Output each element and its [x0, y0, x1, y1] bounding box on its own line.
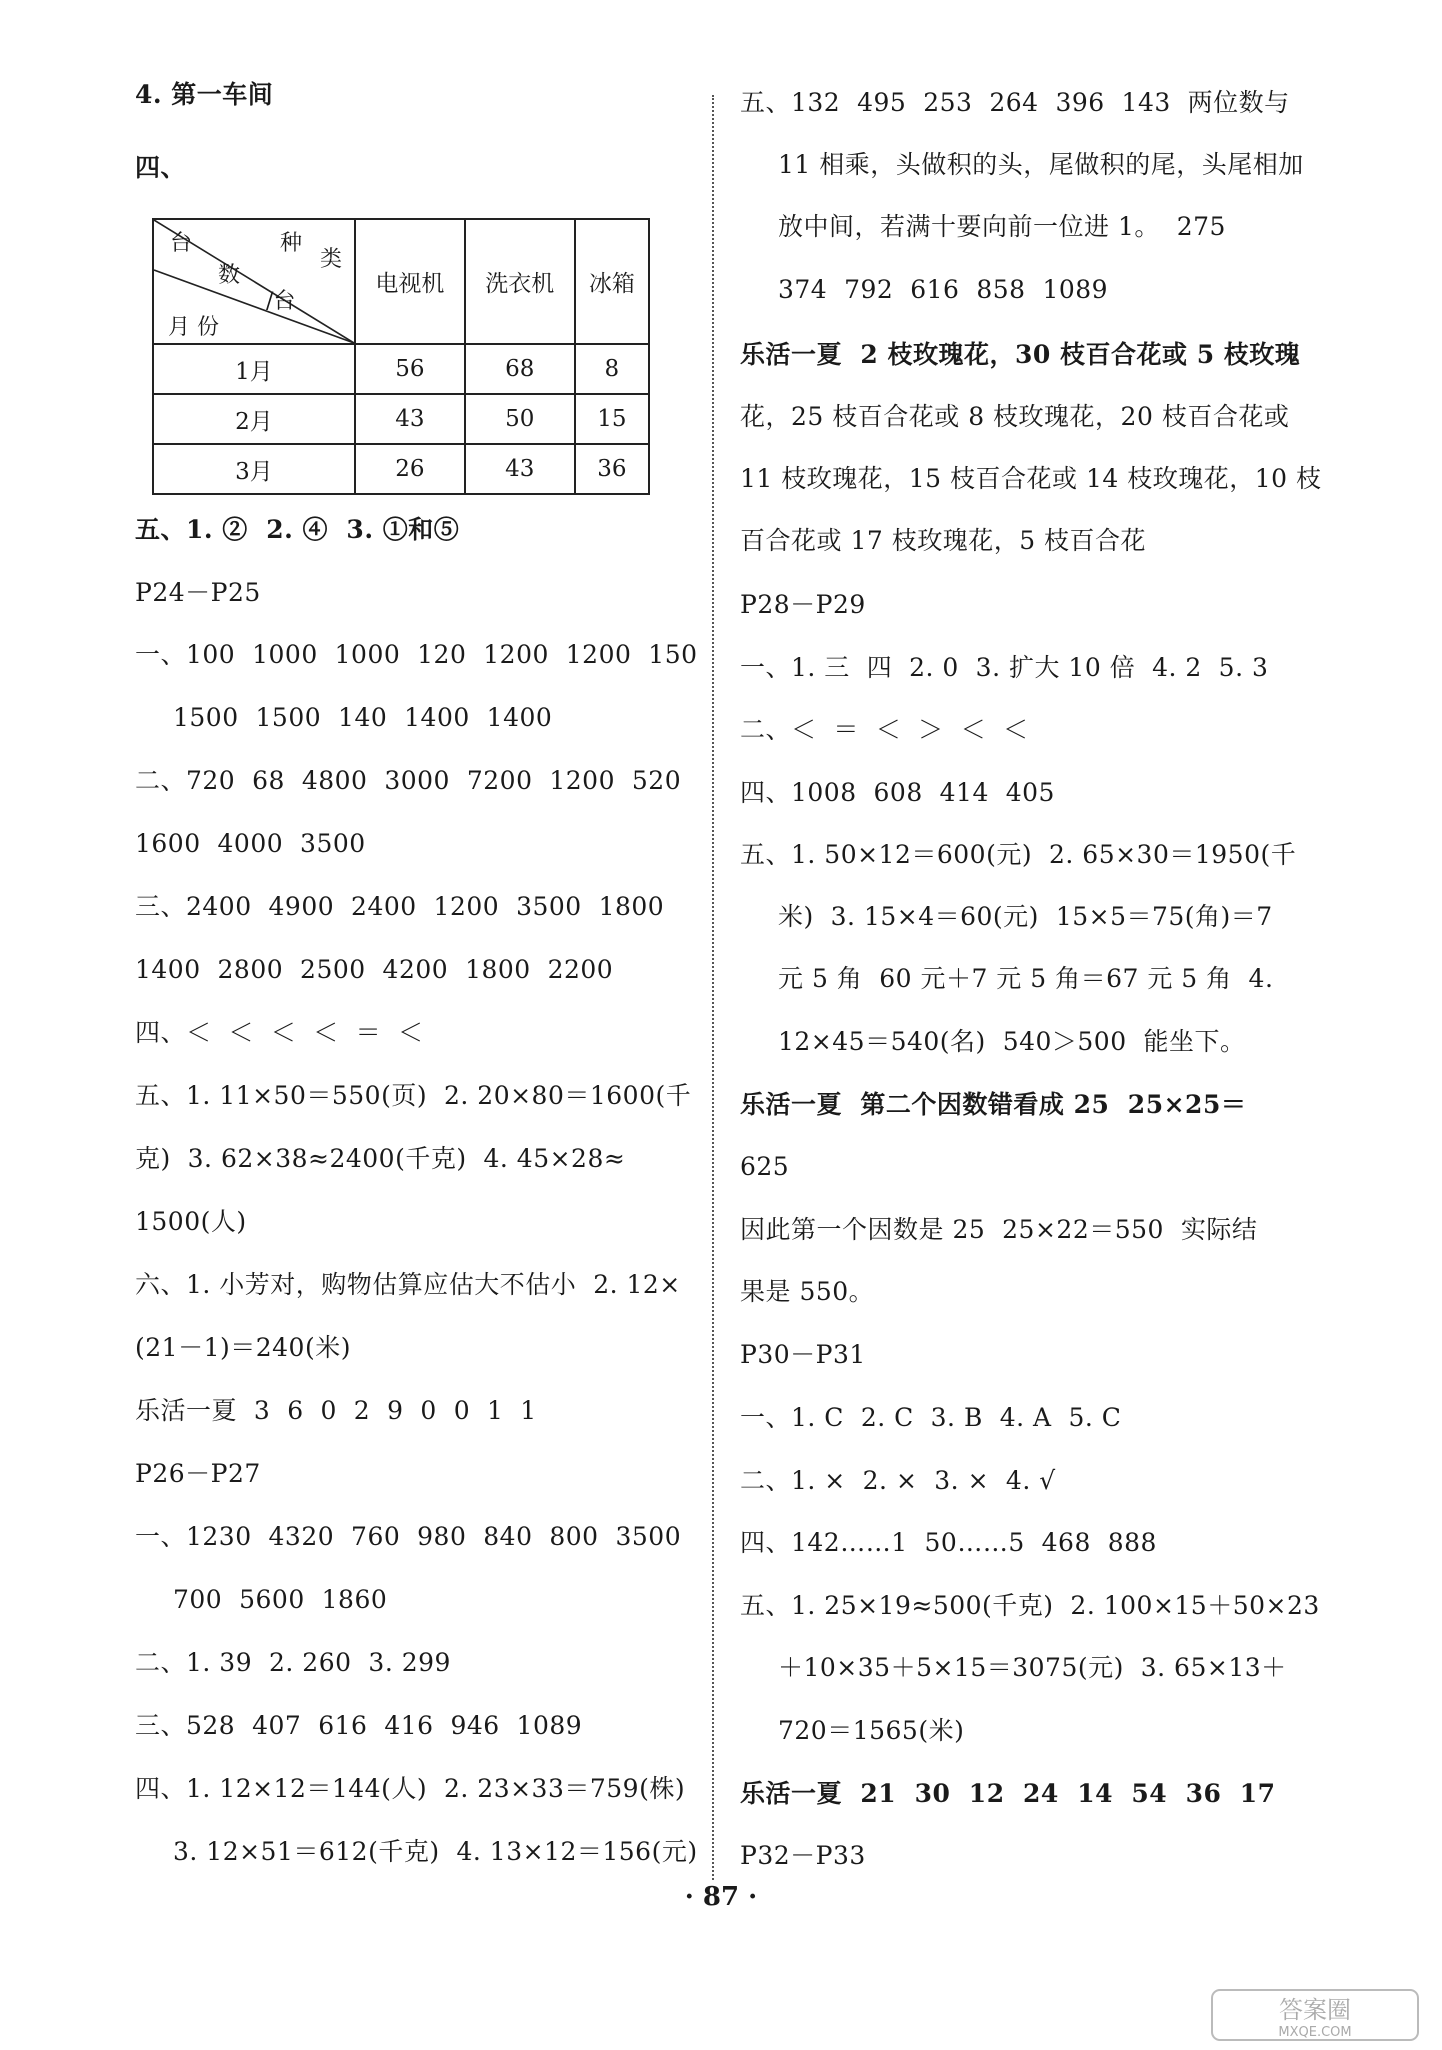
- statistics-table: [152, 218, 650, 495]
- right-answer-line: 12×45＝540(名) 540＞500 能坐下。: [778, 1027, 1246, 1056]
- right-answer-line: ＋10×35＋5×15＝3075(元) 3. 65×13＋: [778, 1653, 1287, 1682]
- table-cell: 56: [355, 344, 465, 394]
- left-answer-line: (21－1)＝240(米): [135, 1333, 351, 1362]
- row-month: 1月: [153, 344, 355, 394]
- left-answer-line: 4. 第一车间: [135, 80, 274, 109]
- table-cell: 43: [355, 394, 465, 444]
- corner-label-zhong: 种: [280, 231, 303, 256]
- left-answer-line: 700 5600 1860: [173, 1585, 388, 1614]
- left-answer-line: 三、528 407 616 416 946 1089: [135, 1711, 583, 1740]
- watermark-logo: [1210, 1988, 1420, 2042]
- left-answer-line: 四、＜ ＜ ＜ ＜ ＝ ＜: [135, 1018, 424, 1047]
- table-cell: 68: [465, 344, 575, 394]
- right-answer-line: 乐活一夏 2 枝玫瑰花，30 枝百合花或 5 枝玫瑰: [740, 340, 1301, 369]
- left-answer-line: 四、: [135, 153, 187, 182]
- right-answer-line: 百合花或 17 枝玫瑰花，5 枝百合花: [740, 526, 1147, 555]
- left-answer-line: 二、1. 39 2. 260 3. 299: [135, 1648, 451, 1677]
- left-answer-line: P24－P25: [135, 578, 261, 607]
- left-answer-line: 四、1. 12×12＝144(人) 2. 23×33＝759(株): [135, 1774, 686, 1803]
- right-answer-line: 果是 550。: [740, 1277, 875, 1306]
- right-answer-line: 四、1008 608 414 405: [740, 778, 1055, 807]
- left-answer-line: 五、1. 11×50＝550(页) 2. 20×80＝1600(千: [135, 1081, 692, 1110]
- right-answer-line: P32－P33: [740, 1841, 866, 1870]
- table-row: [153, 344, 649, 394]
- right-answer-line: 11 相乘，头做积的头，尾做积的尾，头尾相加: [778, 150, 1304, 179]
- table-cell: 8: [575, 344, 649, 394]
- right-answer-line: 放中间，若满十要向前一位进 1。 275: [778, 212, 1226, 241]
- corner-label-unit: /台: [266, 289, 296, 314]
- right-answer-line: 720＝1565(米): [778, 1716, 965, 1745]
- column-header-washer: 洗衣机: [465, 219, 575, 344]
- right-answer-line: 二、1. × 2. × 3. × 4. √: [740, 1466, 1056, 1495]
- right-answer-line: 一、1. 三 四 2. 0 3. 扩大 10 倍 4. 2 5. 3: [740, 653, 1269, 682]
- left-answer-line: 乐活一夏 3 6 0 2 9 0 0 1 1: [135, 1396, 537, 1425]
- left-answer-line: 1600 4000 3500: [135, 829, 366, 858]
- page-number: · 87 ·: [684, 1882, 758, 1912]
- right-answer-line: 因此第一个因数是 25 25×22＝550 实际结: [740, 1215, 1258, 1244]
- left-answer-line: 1500(人): [135, 1207, 247, 1236]
- table-cell: 15: [575, 394, 649, 444]
- diagonal-header-cell: [153, 219, 355, 344]
- right-answer-line: P28－P29: [740, 590, 866, 619]
- right-answer-line: 乐活一夏 第二个因数错看成 25 25×25＝: [740, 1090, 1247, 1119]
- left-answer-line: 六、1. 小芳对，购物估算应估大不估小 2. 12×: [135, 1270, 681, 1299]
- left-answer-line: 1400 2800 2500 4200 1800 2200: [135, 955, 614, 984]
- left-answer-line: 三、2400 4900 2400 1200 3500 1800: [135, 892, 665, 921]
- column-header-fridge: 冰箱: [575, 219, 649, 344]
- left-answer-line: 3. 12×51＝612(千克) 4. 13×12＝156(元): [173, 1837, 698, 1866]
- corner-label-month: 月 份: [168, 315, 219, 340]
- right-answer-line: 元 5 角 60 元＋7 元 5 角＝67 元 5 角 4.: [778, 964, 1274, 993]
- table-cell: 36: [575, 444, 649, 494]
- table-cell: 26: [355, 444, 465, 494]
- right-answer-line: 米) 3. 15×4＝60(元) 15×5＝75(角)＝7: [778, 902, 1273, 931]
- table-cell: 50: [465, 394, 575, 444]
- right-answer-line: 374 792 616 858 1089: [778, 275, 1109, 304]
- right-answer-line: 二、＜ ＝ ＜ ＞ ＜ ＜: [740, 715, 1029, 744]
- right-answer-line: 四、142……1 50……5 468 888: [740, 1528, 1157, 1557]
- corner-label-shu: 数: [218, 263, 241, 288]
- right-answer-line: 625: [740, 1152, 790, 1181]
- left-answer-line: P26－P27: [135, 1459, 261, 1488]
- watermark-url: MXQE.COM: [1278, 2025, 1352, 2040]
- row-month: 3月: [153, 444, 355, 494]
- right-answer-line: 五、132 495 253 264 396 143 两位数与: [740, 88, 1290, 117]
- right-answer-line: 五、1. 25×19≈500(千克) 2. 100×15＋50×23: [740, 1591, 1320, 1620]
- corner-label-lei: 类: [320, 247, 343, 272]
- left-answer-line: 一、1230 4320 760 980 840 800 3500: [135, 1522, 682, 1551]
- table-row: [153, 394, 649, 444]
- column-header-tv: 电视机: [355, 219, 465, 344]
- left-answer-line: 五、1. ② 2. ④ 3. ①和⑤: [135, 515, 460, 544]
- table-row: [153, 444, 649, 494]
- right-answer-line: 五、1. 50×12＝600(元) 2. 65×30＝1950(千: [740, 840, 1297, 869]
- right-answer-line: P30－P31: [740, 1340, 866, 1369]
- right-answer-line: 乐活一夏 21 30 12 24 14 54 36 17: [740, 1779, 1276, 1808]
- watermark-text: 答案圈: [1279, 1996, 1351, 2024]
- right-answer-line: 一、1. C 2. C 3. B 4. A 5. C: [740, 1403, 1122, 1432]
- right-answer-line: 花，25 枝百合花或 8 枝玫瑰花，20 枝百合花或: [740, 402, 1290, 431]
- left-answer-line: 1500 1500 140 1400 1400: [173, 703, 553, 732]
- left-answer-line: 二、720 68 4800 3000 7200 1200 520: [135, 766, 682, 795]
- row-month: 2月: [153, 394, 355, 444]
- table-header-row: [153, 219, 649, 344]
- column-divider: [712, 95, 714, 1880]
- table-cell: 43: [465, 444, 575, 494]
- corner-label-tai: 台: [170, 231, 193, 256]
- right-answer-line: 11 枝玫瑰花，15 枝百合花或 14 枝玫瑰花，10 枝: [740, 464, 1322, 493]
- left-answer-line: 一、100 1000 1000 120 1200 1200 150: [135, 640, 698, 669]
- left-answer-line: 克) 3. 62×38≈2400(千克) 4. 45×28≈: [135, 1144, 626, 1173]
